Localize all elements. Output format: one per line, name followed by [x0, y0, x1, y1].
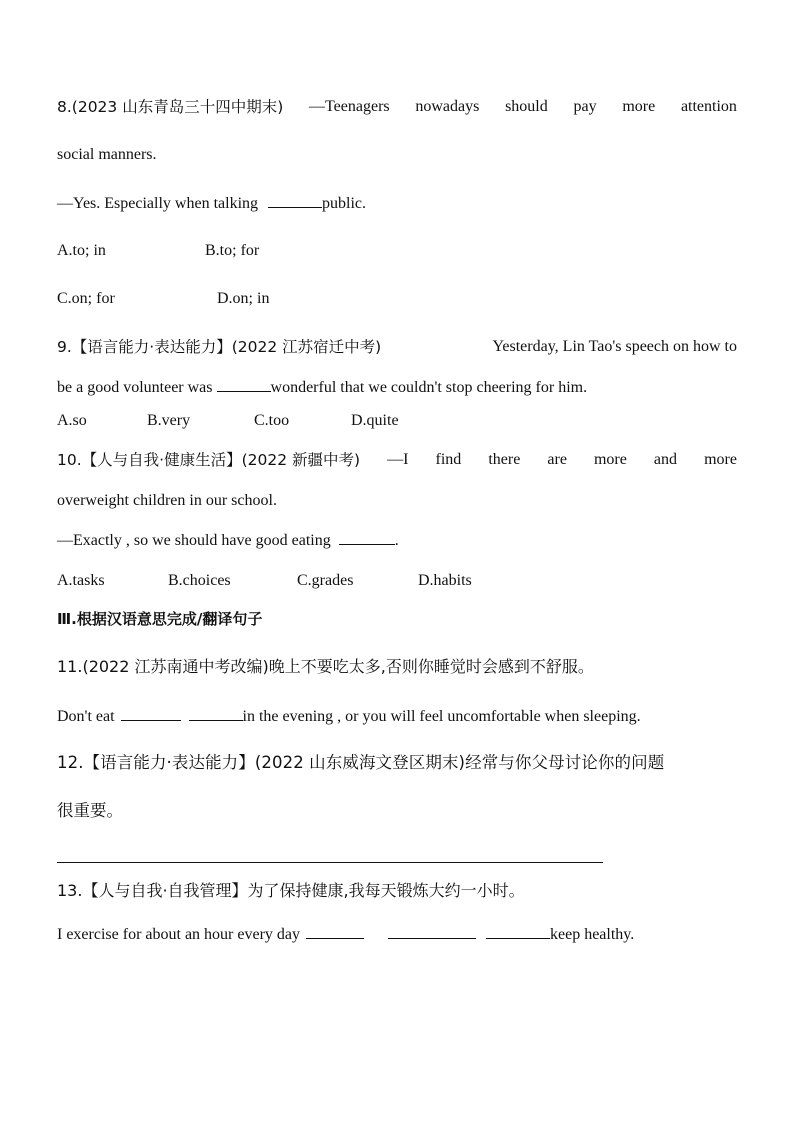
q10-reply-after: . [394, 532, 399, 549]
q9-stem-text: Yesterday, Lin Tao's speech on how to [492, 338, 737, 355]
q10-option-a[interactable]: A.tasks [57, 572, 105, 589]
q13-before: I exercise for about an hour every day [57, 926, 300, 943]
q8-stem-line2: social manners. [57, 146, 157, 163]
q13-answer-line [57, 924, 634, 945]
q9-option-d[interactable]: D.quite [351, 412, 399, 429]
q9-stem-before: be a good volunteer was [57, 379, 213, 396]
q8-option-d[interactable]: D.on; in [217, 290, 270, 307]
q10-stem-line1 [57, 450, 737, 470]
q10-word: find [435, 451, 462, 468]
q11-answer-blank-2[interactable] [189, 706, 243, 721]
q10-answer-blank[interactable] [339, 530, 395, 545]
q8-word: —Teenagers [309, 98, 390, 115]
q10-reply [57, 530, 399, 551]
q8-word: attention [680, 98, 737, 115]
q12-prompt-line2: 很重要。 [57, 801, 123, 820]
q9-option-b[interactable]: B.very [147, 412, 191, 429]
q12-answer-line[interactable] [57, 862, 603, 863]
q11-answer-line [57, 706, 641, 727]
q11-after: in the evening , or you will feel uncomfortable when sleeping. [242, 708, 641, 725]
q13-answer-blank-3[interactable] [486, 924, 550, 939]
q12-prompt-line1: 12.【语言能力·表达能力】(2022 山东威海文登区期末)经常与你父母讨论你的问题 [57, 753, 665, 772]
q11-prompt: 11.(2022 江苏南通中考改编)晚上不要吃太多,否则你睡觉时会感到不舒服。 [57, 657, 594, 676]
q9-answer-blank[interactable] [217, 377, 271, 392]
q10-option-d[interactable]: D.habits [418, 572, 472, 589]
q8-word: should [505, 98, 548, 115]
q9-stem-line1 [57, 337, 737, 357]
q13-prompt: 13.【人与自我·自我管理】为了保持健康,我每天锻炼大约一小时。 [57, 881, 525, 900]
q11-answer-blank-1[interactable] [121, 706, 181, 721]
q8-option-b[interactable]: B.to; for [205, 242, 260, 259]
q8-option-c[interactable]: C.on; for [57, 290, 115, 307]
q8-reply-after: public. [322, 195, 367, 212]
q10-word: —I [387, 451, 409, 468]
q11-before: Don't eat [57, 708, 115, 725]
q10-word: are [547, 451, 567, 468]
q8-option-a[interactable]: A.to; in [57, 242, 106, 259]
q9-stem-after: wonderful that we couldn't stop cheering for him. [270, 379, 588, 396]
q10-option-c[interactable]: C.grades [297, 572, 354, 589]
q8-number-source: 8.(2023 山东青岛三十四中期末) [57, 98, 284, 116]
q10-option-b[interactable]: B.choices [168, 572, 231, 589]
q10-number-tag-source: 10.【人与自我·健康生活】(2022 新疆中考) [57, 451, 361, 469]
q8-word: nowadays [415, 98, 480, 115]
q8-answer-blank[interactable] [268, 193, 322, 208]
q10-word: and [653, 451, 678, 468]
q9-number-tag-source: 9.【语言能力·表达能力】(2022 江苏宿迁中考) [57, 338, 382, 356]
q8-word: pay [573, 98, 597, 115]
q9-option-a[interactable]: A.so [57, 412, 87, 429]
section-3-title: Ⅲ.根据汉语意思完成/翻译句子 [57, 610, 263, 628]
q10-word: there [488, 451, 521, 468]
q9-stem-line2 [57, 377, 587, 398]
q8-reply [57, 193, 366, 214]
q10-word: more [593, 451, 627, 468]
q9-option-c[interactable]: C.too [254, 412, 290, 429]
q8-reply-before: —Yes. Especially when talking [57, 195, 259, 212]
q13-answer-blank-2[interactable] [388, 924, 476, 939]
q13-after: keep healthy. [550, 926, 635, 943]
q10-stem-line2: overweight children in our school. [57, 492, 277, 509]
q13-answer-blank-1[interactable] [306, 924, 364, 939]
q10-word: more [704, 451, 737, 468]
q8-stem-line1 [57, 97, 737, 117]
q10-reply-before: —Exactly , so we should have good eating [57, 532, 331, 549]
q8-word: more [622, 98, 656, 115]
